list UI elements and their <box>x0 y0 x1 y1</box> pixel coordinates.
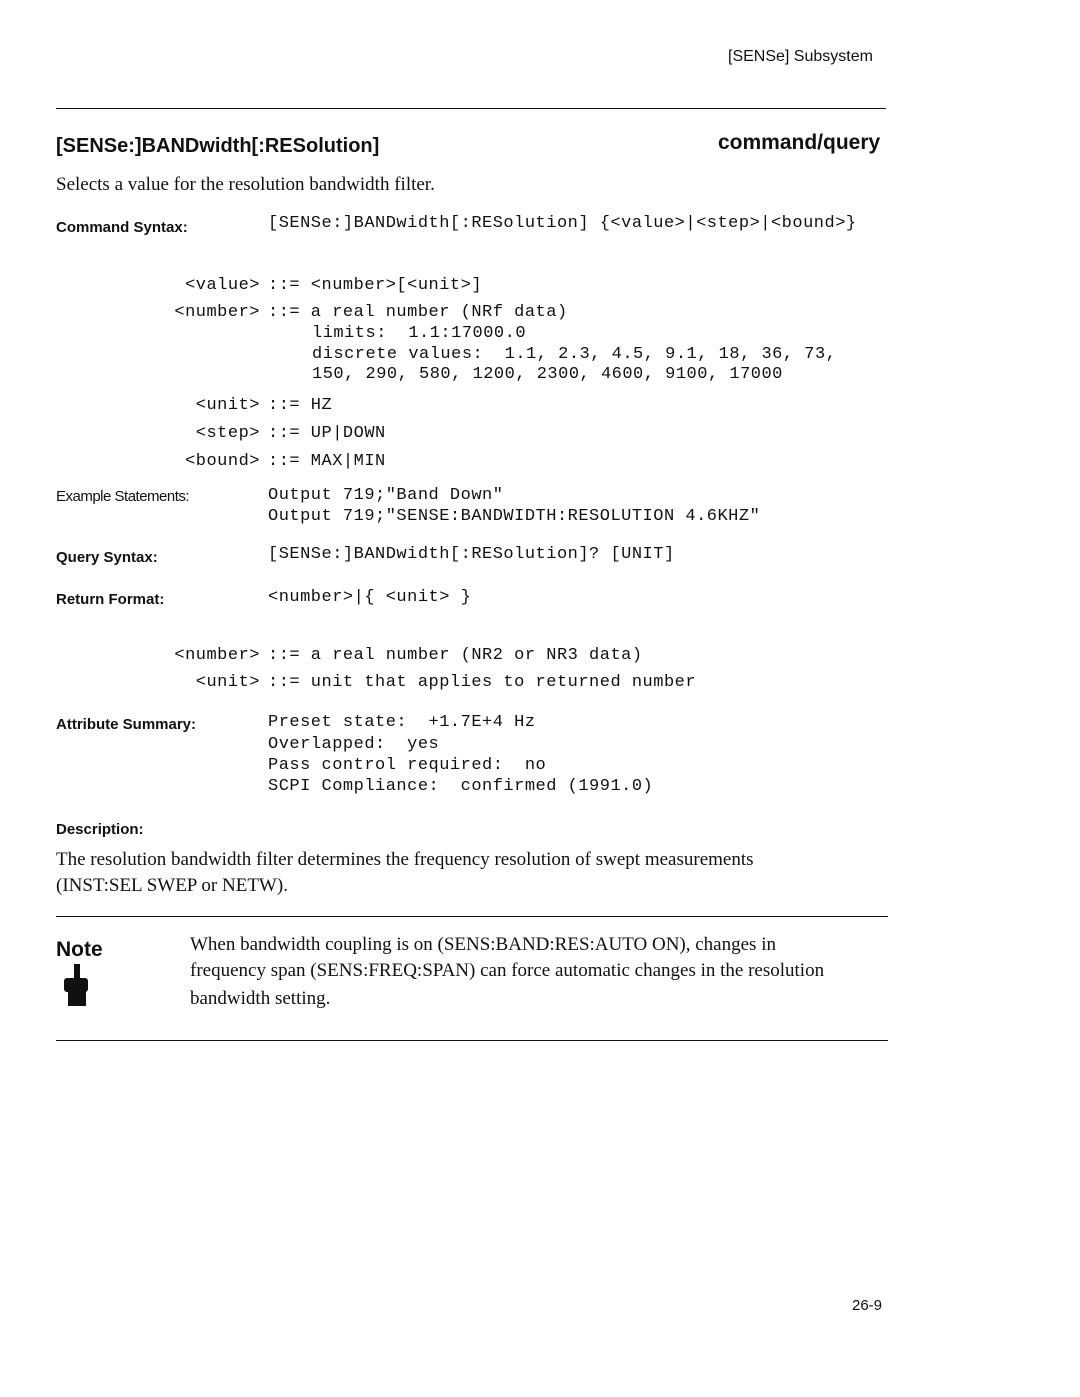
description-text: The resolution bandwidth filter determines the frequency resolution of swept measurements <box>56 849 754 870</box>
attribute-line: Preset state: +1.7E+4 Hz <box>268 713 536 732</box>
command-syntax-label: Command Syntax: <box>56 219 188 236</box>
attribute-line: Pass control required: no <box>268 756 547 775</box>
command-syntax: [SENSe:]BANDwidth[:RESolution] {<value>|<step>|<bound>} <box>268 214 857 233</box>
def-text: discrete values: 1.1, 2.3, 4.5, 9.1, 18, 36, 73, <box>312 345 837 364</box>
def-text: ::= <number>[<unit>] <box>268 276 483 295</box>
note-text: bandwidth setting. <box>190 988 331 1009</box>
def-text: ::= a real number (NRf data) <box>268 303 568 322</box>
def-text: ::= MAX|MIN <box>268 452 386 471</box>
def-text: ::= HZ <box>268 396 333 415</box>
description-label: Description: <box>56 821 144 838</box>
def-text: limits: 1.1:17000.0 <box>312 324 527 343</box>
pointing-hand-icon <box>60 964 92 1006</box>
attribute-summary-label: Attribute Summary: <box>56 716 197 733</box>
description-text: (INST:SEL SWEP or NETW). <box>56 875 288 896</box>
def-term: <step> <box>195 424 260 443</box>
def-term: <bound> <box>185 452 260 471</box>
note-label: Note <box>56 938 103 961</box>
def-text: ::= unit that applies to returned number <box>268 673 697 692</box>
example-line: Output 719;"Band Down" <box>268 486 504 505</box>
return-format-label: Return Format: <box>56 591 165 608</box>
intro-text: Selects a value for the resolution bandwidth filter. <box>56 174 435 195</box>
query-syntax: [SENSe:]BANDwidth[:RESolution]? [UNIT] <box>268 545 675 564</box>
attribute-line: Overlapped: yes <box>268 735 440 754</box>
def-term: <unit> <box>195 673 260 692</box>
divider <box>56 1040 888 1041</box>
def-text: ::= a real number (NR2 or NR3 data) <box>268 646 643 665</box>
def-text: 150, 290, 580, 1200, 2300, 4600, 9100, 17000 <box>312 365 783 384</box>
note-text: When bandwidth coupling is on (SENS:BAND:RES:AUTO ON), changes in <box>190 934 776 955</box>
examples-label: Example Statements: <box>56 488 190 505</box>
query-syntax-label: Query Syntax: <box>56 549 158 566</box>
command-kind: command/query <box>718 131 881 154</box>
def-term: <unit> <box>195 396 260 415</box>
def-term: <number> <box>174 303 260 322</box>
attribute-line: SCPI Compliance: confirmed (1991.0) <box>268 777 654 796</box>
section-header: [SENSe] Subsystem <box>728 48 873 65</box>
divider <box>56 108 886 109</box>
page-number: 26-9 <box>852 1297 883 1314</box>
divider <box>56 916 888 917</box>
def-term: <value> <box>185 276 260 295</box>
return-format: <number>|{ <unit> } <box>268 588 472 607</box>
def-term: <number> <box>174 646 260 665</box>
def-text: ::= UP|DOWN <box>268 424 386 443</box>
command-title: [SENSe:]BANDwidth[:RESolution] <box>56 135 380 157</box>
note-text: frequency span (SENS:FREQ:SPAN) can force automatic changes in the resolution <box>190 960 825 981</box>
example-line: Output 719;"SENSE:BANDWIDTH:RESOLUTION 4.6KHZ" <box>268 507 761 526</box>
